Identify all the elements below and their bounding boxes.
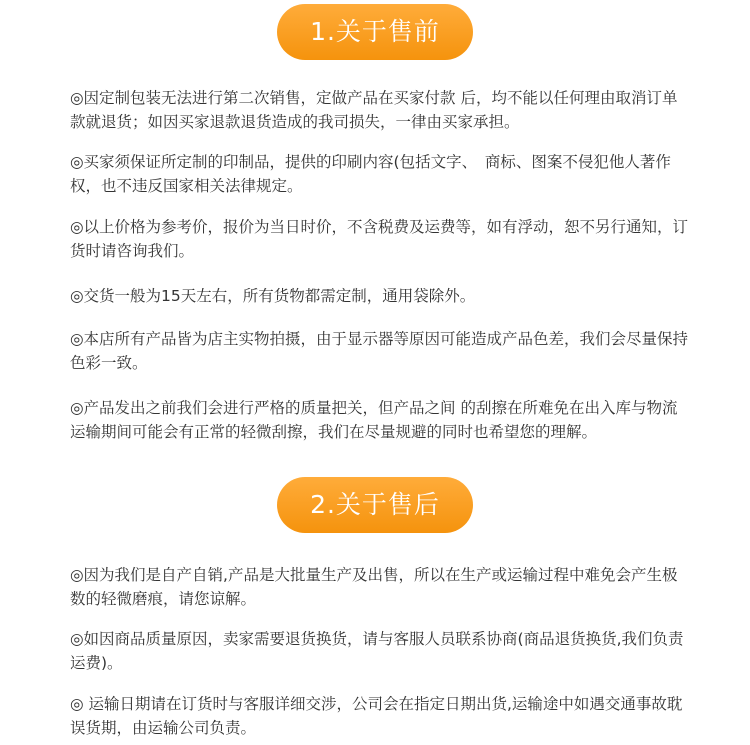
presale-item-copyright: ◎买家须保证所定制的印制品，提供的印刷内容(包括文字、 商标、图案不侵犯他人著作权，也不违反国家相关法律规定。 (70, 153, 671, 195)
presale-item-custom-no-refund: ◎因定制包装无法进行第二次销售，定做产品在买家付款 后，均不能以任何理由取消订单款就退货；如因买家退款退货造成的我司损失，一律由买家承担。 (70, 89, 678, 131)
presale-item-color-difference: ◎本店所有产品皆为店主实物拍摄，由于显示器等原因可能造成产品色差，我们会尽量保持色彩一致。 (70, 330, 689, 372)
presale-item-quality-check: ◎产品发出之前我们会进行严格的质量把关，但产品之间 的刮擦在所难免在出入库与物流运输期间可能会有正常的轻微刮擦，我们在尽量规避的同时也希望您的理解。 (70, 399, 678, 441)
aftersale-item-quality-return: ◎如因商品质量原因，卖家需要退货换货，请与客服人员联系协商(商品退货换货,我们负责运费)。 (70, 630, 684, 672)
aftersale-item-shipping-date: ◎ 运输日期请在订货时与客服详细交涉，公司会在指定日期出货,运输途中如遇交通事故耽误货期，由运输公司负责。 (70, 695, 683, 737)
section-title-presale: 1.关于售前 (277, 4, 473, 60)
section-title-aftersale: 2.关于售后 (277, 477, 473, 533)
presale-item-delivery-time: ◎交货一般为15天左右，所有货物都需定制，通用袋除外。 (70, 287, 476, 305)
aftersale-item-minor-scratches: ◎因为我们是自产自销,产品是大批量生产及出售，所以在生产或运输过程中难免会产生极数的轻微磨痕，请您谅解。 (70, 566, 678, 608)
presale-item-price-reference: ◎以上价格为参考价，报价为当日时价，不含税费及运费等，如有浮动，恕不另行通知，订货时请咨询我们。 (70, 218, 689, 260)
